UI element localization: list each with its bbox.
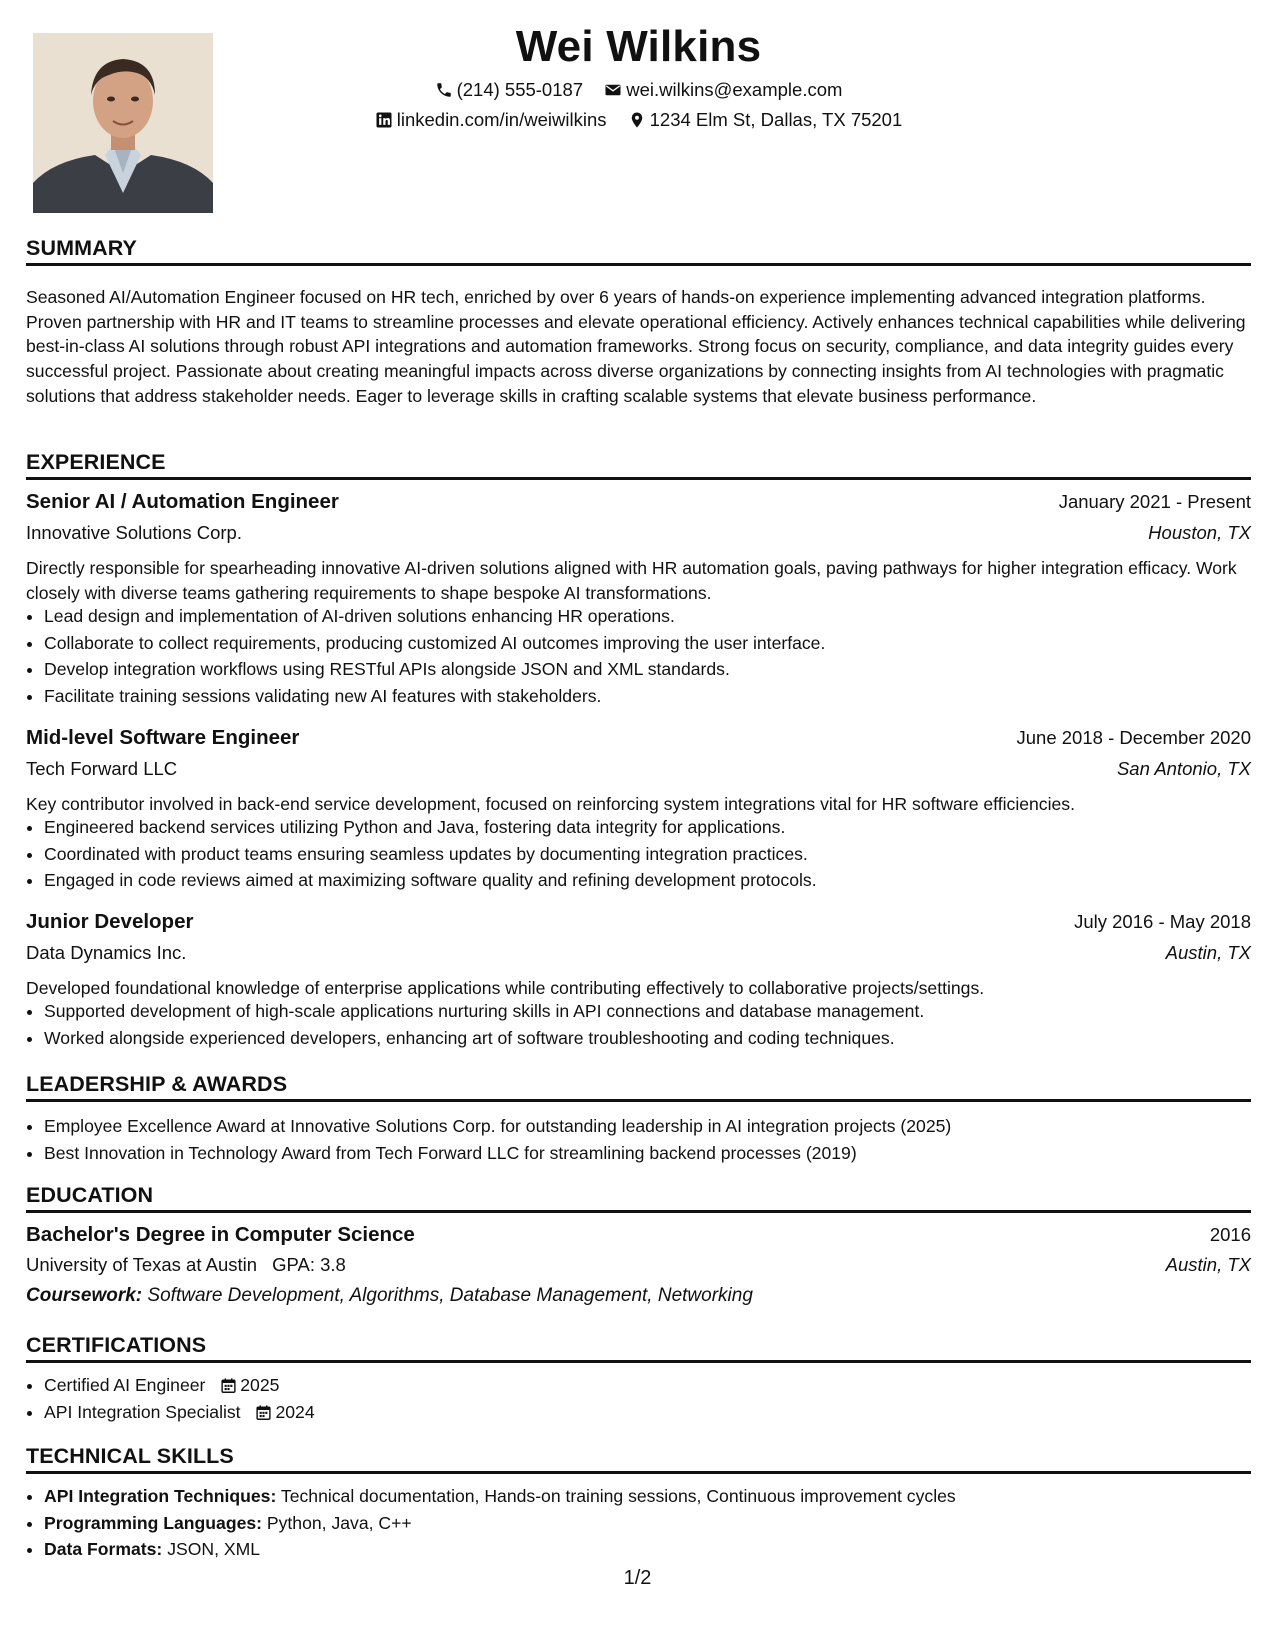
phone-number[interactable]: (214) 555-0187	[456, 79, 584, 100]
list-item: • Collaborate to collect requirements, producing customized AI outcomes improving the user interface.	[44, 630, 1251, 657]
school-name: University of Texas at Austin	[26, 1254, 258, 1275]
school-row	[26, 1254, 1251, 1276]
calendar-icon	[255, 1404, 272, 1421]
address-text: 1234 Elm St, Dallas, TX 75201	[649, 109, 903, 130]
job-dates: June 2018 - December 2020	[1016, 727, 1251, 748]
skill-label: Data Formats:	[44, 1539, 163, 1560]
contact-line-2	[26, 109, 1251, 134]
skill-value: Technical documentation, Hands-on training sessions, Continuous improvement cycles	[280, 1486, 956, 1506]
job-company-row	[26, 758, 1251, 780]
job-company: Data Dynamics Inc.	[26, 942, 187, 963]
list-item	[44, 1483, 1251, 1510]
list-item: • Engaged in code reviews aimed at maximizing software quality and refining development protocols.	[44, 867, 1251, 894]
email-address[interactable]: wei.wilkins@example.com	[626, 79, 843, 100]
job-header	[26, 726, 1251, 750]
coursework-label: Coursework:	[26, 1285, 143, 1306]
experience-heading: EXPERIENCE	[26, 450, 1251, 480]
list-item: • Employee Excellence Award at Innovative Solutions Corp. for outstanding leadership in AI integration projects (2025)	[44, 1113, 1251, 1140]
job-location: Houston, TX	[1148, 522, 1251, 543]
linkedin-url[interactable]: linkedin.com/in/weiwilkins	[396, 109, 607, 130]
email-item	[604, 79, 842, 101]
cert-name: API Integration Specialist	[44, 1401, 241, 1422]
school-location: Austin, TX	[1165, 1254, 1251, 1275]
coursework-list: Software Development, Algorithms, Database Management, Networking	[147, 1285, 753, 1306]
list-item	[44, 1399, 1251, 1426]
address-item	[628, 109, 903, 131]
skills-list	[26, 1483, 1251, 1563]
calendar-icon	[220, 1377, 237, 1394]
degree-row	[26, 1223, 1251, 1247]
list-item: • Best Innovation in Technology Award from Tech Forward LLC for streamlining backend processes (2019)	[44, 1140, 1251, 1167]
school-info	[26, 1254, 346, 1276]
candidate-name: Wei Wilkins	[515, 22, 762, 71]
phone-item	[435, 79, 584, 101]
job-title: Mid-level Software Engineer	[26, 726, 300, 749]
graduation-year: 2016	[1209, 1224, 1251, 1245]
job-bullets	[26, 814, 1251, 894]
list-item: • Worked alongside experienced developers, enhancing art of software troubleshooting and coding techniques.	[44, 1025, 1251, 1052]
job-location: Austin, TX	[1165, 942, 1251, 963]
skill-label: API Integration Techniques:	[44, 1486, 277, 1506]
list-item	[44, 1510, 1251, 1537]
education-heading: EDUCATION	[26, 1183, 1251, 1213]
skill-value: JSON, XML	[167, 1539, 261, 1560]
list-item	[44, 1536, 1251, 1563]
certifications-heading: CERTIFICATIONS	[26, 1333, 1251, 1363]
linkedin-item	[375, 109, 607, 131]
job-title: Senior AI / Automation Engineer	[26, 490, 339, 513]
job-bullets	[26, 998, 1251, 1051]
certifications-list	[26, 1372, 1251, 1425]
job-location: San Antonio, TX	[1116, 758, 1251, 779]
awards-heading: LEADERSHIP & AWARDS	[26, 1072, 1251, 1102]
job-description: Developed foundational knowledge of enterprise applications while contributing effectively to collaborative projects/settings.	[26, 978, 985, 998]
page-number: 1/2	[623, 1567, 652, 1589]
envelope-icon	[604, 81, 622, 99]
job-description: Key contributor involved in back-end service development, focused on reinforcing system integrations vital for HR software efficiencies.	[26, 794, 1075, 814]
job-company: Tech Forward LLC	[26, 758, 178, 779]
phone-icon	[435, 81, 453, 99]
summary-heading: SUMMARY	[26, 236, 1251, 266]
job-company: Innovative Solutions Corp.	[26, 522, 242, 543]
awards-list	[26, 1113, 1251, 1166]
job-bullets	[26, 603, 1251, 710]
contact-line-1	[26, 79, 1251, 104]
gpa: GPA: 3.8	[272, 1254, 346, 1275]
list-item: • Engineered backend services utilizing Python and Java, fostering data integrity for applications.	[44, 814, 1251, 841]
list-item	[44, 1372, 1251, 1399]
job-header	[26, 910, 1251, 934]
cert-name: Certified AI Engineer	[44, 1375, 206, 1395]
job-dates: July 2016 - May 2018	[1074, 911, 1251, 932]
list-item: • Coordinated with product teams ensuring seamless updates by documenting integration practices.	[44, 841, 1251, 868]
job-company-row	[26, 942, 1251, 964]
skill-value: Python, Java, C++	[266, 1512, 412, 1533]
job-description: Directly responsible for spearheading innovative AI-driven solutions aligned with HR automation goals, paving pathways for higher integration efficacy. Work closely with diverse teams gathering requirements to shape bespoke AI transformations.	[26, 558, 1237, 603]
list-item: • Facilitate training sessions validating new AI features with stakeholders.	[44, 683, 1251, 710]
cert-year: 2024	[275, 1401, 315, 1422]
job-dates: January 2021 - Present	[1058, 491, 1251, 512]
skill-label: Programming Languages:	[44, 1512, 262, 1533]
cert-year: 2025	[240, 1375, 280, 1395]
job-title: Junior Developer	[26, 910, 194, 933]
coursework	[26, 1285, 1251, 1307]
map-pin-icon	[628, 111, 646, 129]
list-item: • Lead design and implementation of AI-driven solutions enhancing HR operations.	[44, 603, 1251, 630]
degree-name: Bachelor's Degree in Computer Science	[26, 1223, 415, 1246]
skills-heading: TECHNICAL SKILLS	[26, 1444, 1251, 1474]
list-item: • Develop integration workflows using RESTful APIs alongside JSON and XML standards.	[44, 656, 1251, 683]
summary-text: Seasoned AI/Automation Engineer focused on HR tech, enriched by over 6 years of hands-on experience implementing advanced integration platforms. Proven partnership with HR and IT teams to streamline processes and elevate operational efficiency. Actively enhances technical capabilities while delivering best-in-class AI solutions through robust API integrations and automation frameworks. Strong focus on security, compliance, and data integrity guides every successful project. Passionate about creating meaningful impacts across diverse organizations by connecting insights from AI technologies with pragmatic solutions that address stakeholder needs. Eager to leverage skills in crafting scalable systems that elevate business performance.	[26, 287, 1246, 406]
job-company-row	[26, 522, 1251, 544]
linkedin-icon	[375, 111, 393, 129]
list-item: • Supported development of high-scale applications nurturing skills in API connections and database management.	[44, 998, 1251, 1025]
job-header	[26, 490, 1251, 514]
